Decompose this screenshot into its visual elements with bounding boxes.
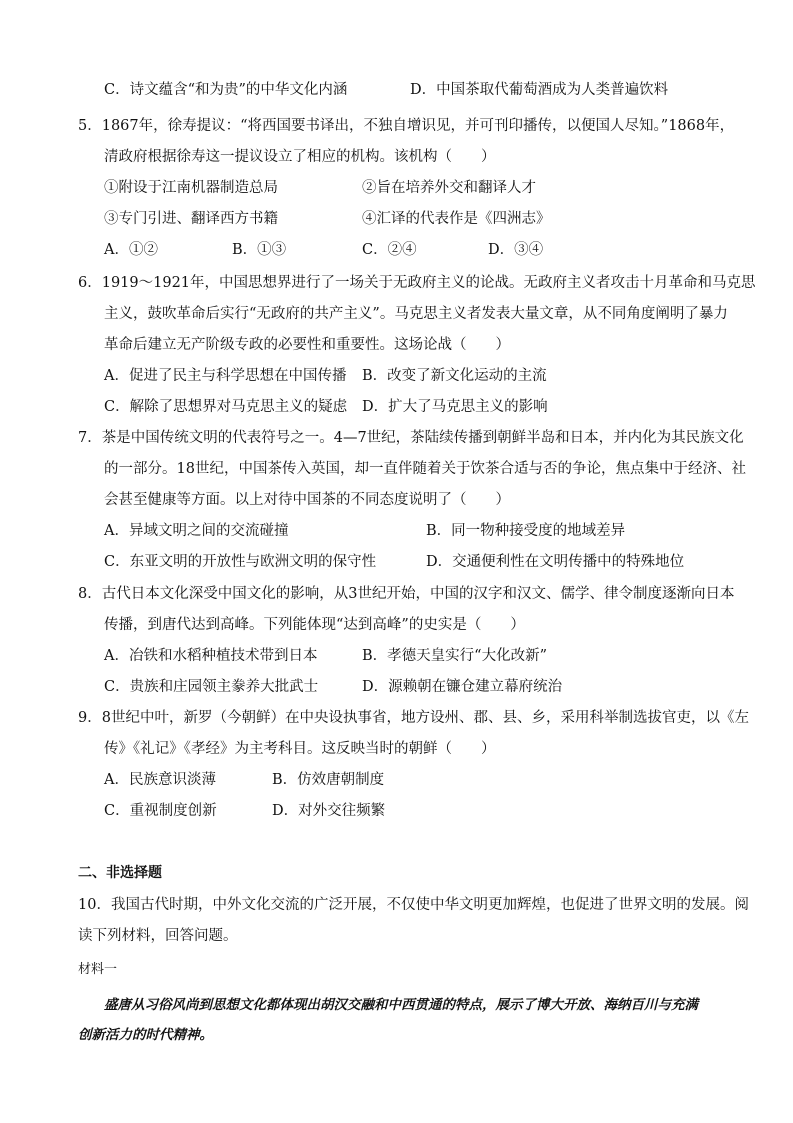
q5-option-c[interactable]: C．②④ — [362, 242, 417, 258]
q4-option-d[interactable]: D．中国茶取代葡萄酒成为人类普遍饮料 — [410, 82, 669, 98]
q8-option-d[interactable]: D．源赖朝在镰仓建立幕府统治 — [362, 679, 563, 695]
q6-stem-line-1: 6．1919～1921年，中国思想界进行了一场关于无政府主义的论战。无政府主义者攻击十月革命和马克思 — [78, 275, 756, 291]
q7-option-b[interactable]: B．同一物种接受度的地域差异 — [426, 523, 626, 539]
q10-stem-line-1: 10．我国古代时期，中外文化交流的广泛开展，不仅使中华文明更加辉煌，也促进了世界文明的发展。阅 — [78, 897, 749, 913]
q8-stem-line-2: 传播，到唐代达到高峰。下列能体现“达到高峰”的史实是（ ） — [104, 617, 525, 633]
q7-stem-line-1: 7．茶是中国传统文明的代表符号之一。4—7世纪，茶陆续传播到朝鲜半岛和日本，并内化为其民族文化 — [78, 430, 744, 446]
material-one-line-2: 创新活力的时代精神。 — [78, 1027, 213, 1043]
q9-option-d[interactable]: D．对外交往频繁 — [272, 803, 386, 819]
material-one-line-1: 盛唐从习俗风尚到思想文化都体现出胡汉交融和中西贯通的特点，展示了博大开放、海纳百川与充满 — [104, 997, 698, 1013]
q6-stem-line-2: 主义，鼓吹革命后实行“无政府的共产主义”。马克思主义者发表大量文章，从不同角度阐明了暴力 — [104, 306, 728, 322]
q6-option-a[interactable]: A．促进了民主与科学思想在中国传播 — [104, 368, 347, 384]
q5-option-b[interactable]: B．①③ — [232, 242, 287, 258]
q9-option-c[interactable]: C．重视制度创新 — [104, 803, 217, 819]
q5-stem-line-1: 5．1867年，徐寿提议：“将西国要书译出，不独自增识见，并可刊印播传，以便国人尽知。”1868年， — [78, 118, 735, 134]
q7-stem-line-2: 的一部分。18世纪，中国茶传入英国，却一直伴随着关于饮茶合适与否的争论，焦点集中于经济、社 — [104, 461, 746, 477]
q5-stem-line-2: 清政府根据徐寿这一提议设立了相应的机构。该机构（ ） — [104, 149, 496, 165]
section-heading-non-choice: 二、非选择题 — [78, 865, 162, 881]
q7-option-a[interactable]: A．异域文明之间的交流碰撞 — [104, 523, 289, 539]
material-one-label: 材料一 — [78, 962, 118, 977]
q8-option-a[interactable]: A．冶铁和水稻种植技术带到日本 — [104, 648, 318, 664]
q9-option-a[interactable]: A．民族意识淡薄 — [104, 772, 216, 788]
q7-stem-line-3: 会甚至健康等方面。以上对待中国茶的不同态度说明了（ ） — [104, 492, 510, 508]
q6-option-b[interactable]: B．改变了新文化运动的主流 — [362, 368, 547, 384]
q7-option-d[interactable]: D．交通便利性在文明传播中的特殊地位 — [426, 554, 685, 570]
q9-stem-line-1: 9．8世纪中叶，新罗（今朝鲜）在中央设执事省，地方设州、郡、县、乡，采用科举制选拔官吏，以《左 — [78, 710, 749, 726]
q9-option-b[interactable]: B．仿效唐朝制度 — [272, 772, 385, 788]
q5-item-1: ①附设于江南机器制造总局 — [104, 180, 278, 196]
q6-stem-line-3: 革命后建立无产阶级专政的必要性和重要性。这场论战（ ） — [104, 337, 510, 353]
q8-stem-line-1: 8．古代日本文化深受中国文化的影响，从3世纪开始，中国的汉字和汉文、儒学、律令制度逐渐向日本 — [78, 586, 735, 602]
q4-option-c[interactable]: C．诗文蕴含“和为贵”的中华文化内涵 — [104, 82, 348, 98]
q5-item-3: ③专门引进、翻译西方书籍 — [104, 211, 278, 227]
q5-option-d[interactable]: D．③④ — [488, 242, 544, 258]
q6-option-d[interactable]: D．扩大了马克思主义的影响 — [362, 399, 548, 415]
q10-stem-line-2: 读下列材料，回答问题。 — [78, 928, 238, 944]
q8-option-b[interactable]: B．孝德天皇实行“大化改新” — [362, 648, 547, 664]
q5-item-2: ②旨在培养外交和翻译人才 — [362, 180, 536, 196]
q5-option-a[interactable]: A．①② — [104, 242, 158, 258]
q9-stem-line-2: 传》《礼记》《孝经》为主考科目。这反映当时的朝鲜（ ） — [104, 741, 496, 757]
q7-option-c[interactable]: C．东亚文明的开放性与欧洲文明的保守性 — [104, 554, 377, 570]
q8-option-c[interactable]: C．贵族和庄园领主豢养大批武士 — [104, 679, 319, 695]
q6-option-c[interactable]: C．解除了思想界对马克思主义的疑虑 — [104, 399, 348, 415]
q5-item-4: ④汇译的代表作是《四洲志》 — [362, 211, 551, 227]
